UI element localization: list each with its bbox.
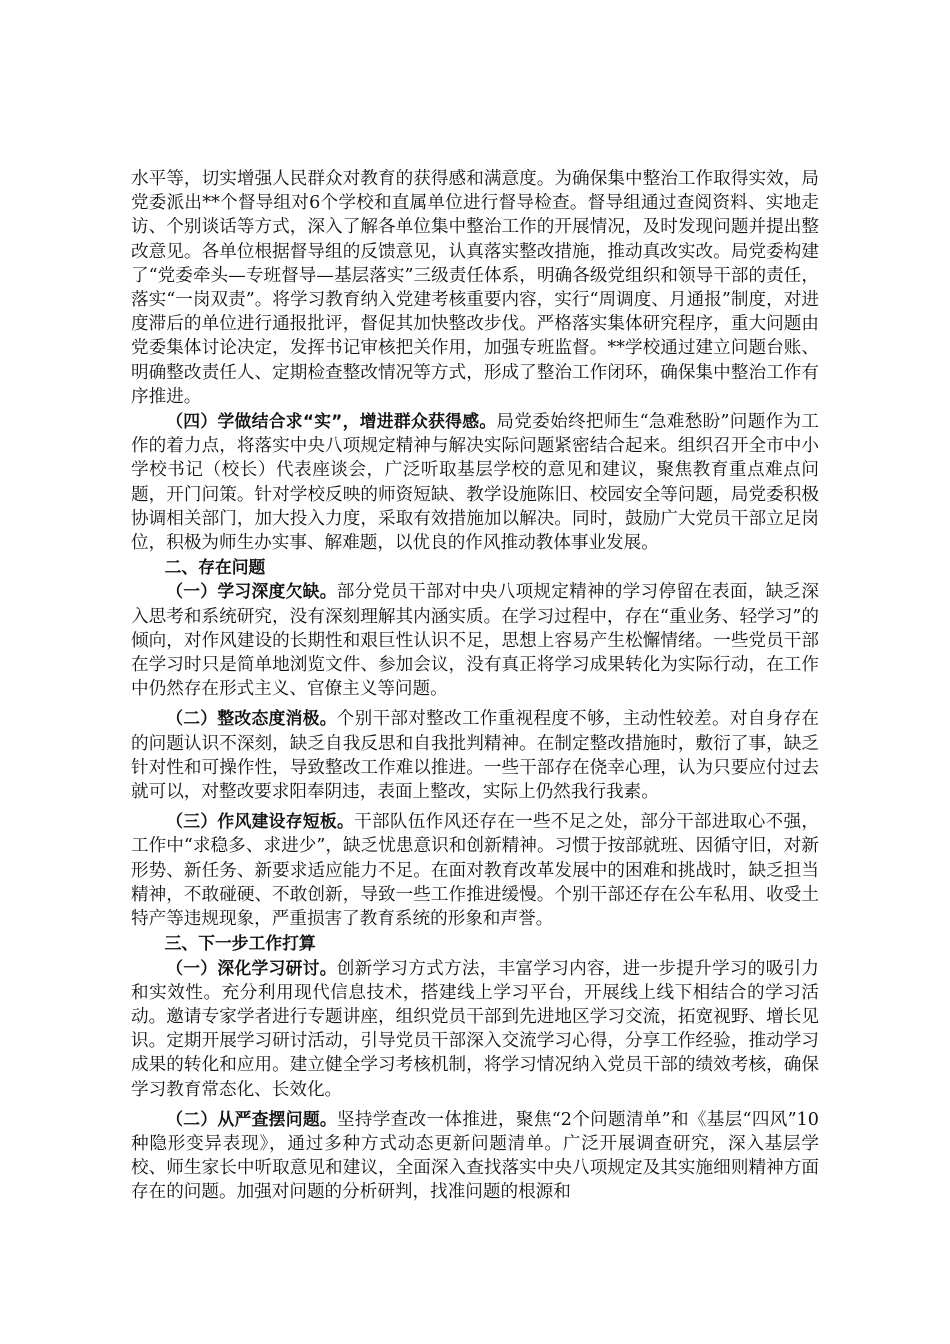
paragraph-supervision bbox=[131, 167, 819, 409]
paragraph-text: 创新学习方式方法，丰富学习内容，进一步提升学习的吸引力和实效性。充分利用现代信息技术，搭建线上学习平台，开展线上线下相结合的学习活动。邀请专家学者进行专题讲座，组织党员干部到先进地区学习交流，拓宽视野、增长见识。定期开展学习研讨活动，引导党员干部深入交流学习心得，分享工作经验，推动学习成果的转化和应用。建立健全学习考核机制，将学习情况纳入党员干部的绩效考核，确保学习教育常态化、长效化。 bbox=[131, 958, 819, 1100]
paragraph-text: 坚持学查改一体推进，聚焦“2个问题清单”和《基层“四风”10种隐形变异表现》，通过多种方式动态更新问题清单。广泛开展调查研究，深入基层学校、师生家长中听取意见和建议，全面深入查找落实中央八项规定及其实施细则精神方面存在的问题。加强对问题的分析研判，找准问题的根源和 bbox=[131, 1109, 819, 1203]
subsection-heading: （四）学做结合求“实”，增进群众获得感。 bbox=[166, 411, 497, 432]
paragraph-text: 个别干部对整改工作重视程度不够，主动性较差。对自身存在的问题认识不深刻，缺乏自我反思和自我批判精神。在制定整改措施时，敷衍了事，缺乏针对性和可操作性，导致整改工作难以推进。一些干部存在侥幸心理，认为只要应付过去就可以，对整改要求阳奉阴违，表面上整改，实际上仍然我行我素。 bbox=[131, 709, 819, 803]
subsection-heading: （二）从严查摆问题。 bbox=[166, 1108, 337, 1129]
subsection-heading: （一）深化学习研讨。 bbox=[166, 957, 337, 978]
paragraph-text: 局党委始终把师生“急难愁盼”问题作为工作的着力点，将落实中央八项规定精神与解决实际问题紧密结合起来。组织召开全市中小学校书记（校长）代表座谈会，广泛听取基层学校的意见和建议，聚焦教育重点难点问题，开门问策。针对学校反映的师资短缺、教学设施陈旧、校园安全等问题，局党委积极协调相关部门，加大投入力度，采取有效措施加以解决。同时，鼓励广大党员干部立足岗位，积极为师生办实事、解难题，以优良的作风推动教体事业发展。 bbox=[131, 412, 819, 554]
subsection-heading: （二）整改态度消极。 bbox=[166, 708, 337, 729]
paragraph-text: 干部队伍作风还存在一些不足之处，部分干部进取心不强，工作中“求稳多、求进少”，缺乏忧患意识和创新精神。习惯于按部就班、因循守旧，对新形势、新任务、新要求适应能力不足。在面对教育改革发展中的困难和挑战时，缺乏担当精神，不敢碰硬、不敢创新，导致一些工作推进缓慢。个别干部还存在公车私用、收受土特产等违规现象，严重损害了教育系统的形象和声誉。 bbox=[131, 812, 819, 930]
paragraph-check-problems bbox=[131, 1107, 819, 1205]
paragraph-text: 部分党员干部对中央八项规定精神的学习停留在表面，缺乏深入思考和系统研究，没有深刻理解其内涵实质。在学习过程中，存在“重业务、轻学习”的倾向，对作风建设的长期性和艰巨性认识不足，思想上容易产生松懈情绪。一些党员干部在学习时只是简单地浏览文件、参加会议，没有真正将学习成果转化为实际行动，在工作中仍然存在形式主义、官僚主义等问题。 bbox=[131, 582, 819, 700]
paragraph-rectification-attitude bbox=[131, 706, 819, 804]
subsection-heading: （一）学习深度欠缺。 bbox=[166, 581, 337, 602]
paragraph-deepen-study bbox=[131, 956, 819, 1102]
paragraph-work-style bbox=[131, 809, 819, 931]
subsection-heading: （三）作风建设存短板。 bbox=[166, 811, 355, 832]
paragraph-text: 水平等，切实增强人民群众对教育的获得感和满意度。为确保集中整治工作取得实效，局党委派出**个督导组对6个学校和直属单位进行督导检查。督导组通过查阅资料、实地走访、个别谈话等方式，深入了解各单位集中整治工作的开展情况，及时发现问题并提出整改意见。各单位根据督导组的反馈意见，认真落实整改措施，推动真改实改。局党委构建了“党委牵头—专班督导—基层落实”三级责任体系，明确各级党组织和领导干部的责任，落实“一岗双责”。将学习教育纳入党建考核重要内容，实行“周调度、月通报”制度，对进度滞后的单位进行通报批评，督促其加快整改步伐。严格落实集体研究程序，重大问题由党委集体讨论决定，发挥书记审核把关作用，加强专班监督。**学校通过建立问题台账、明确整改责任人、定期检查整改情况等方式，形成了整治工作闭环，确保集中整治工作有序推进。 bbox=[131, 169, 819, 407]
paragraph-study-depth bbox=[131, 579, 819, 701]
document-page bbox=[131, 167, 819, 1205]
section-heading-problems: 二、存在问题 bbox=[164, 557, 266, 578]
section-heading-next-steps: 三、下一步工作打算 bbox=[164, 933, 316, 954]
paragraph-learning-practice bbox=[131, 409, 819, 555]
